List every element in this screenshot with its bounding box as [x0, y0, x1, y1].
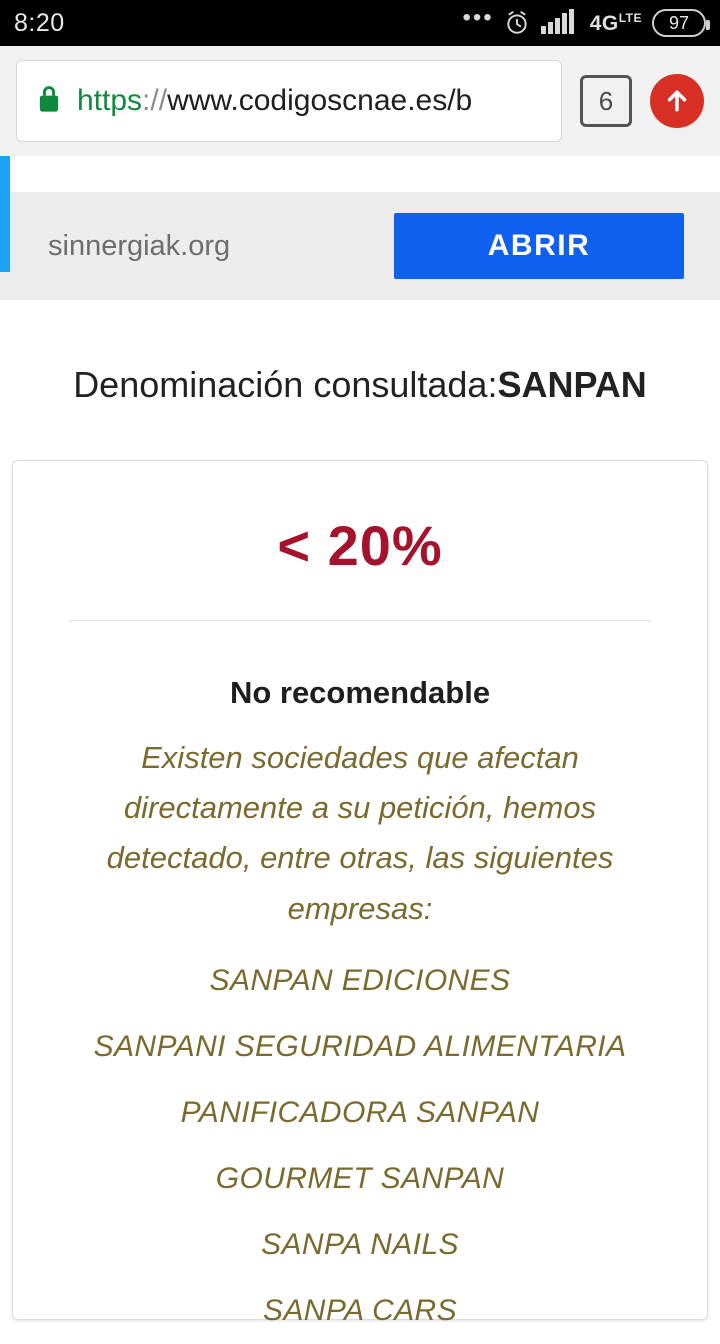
arrow-up-circle-icon[interactable] — [650, 74, 704, 128]
browser-toolbar — [0, 46, 720, 156]
url-scheme: https — [77, 84, 143, 117]
explanation-text: Existen sociedades que afectan directamente a su petición, hemos detectado, entre otras, las siguientes empresas: — [106, 740, 614, 926]
status-icons — [462, 4, 706, 39]
alarm-clock-icon — [504, 10, 530, 36]
open-app-button[interactable]: ABRIR — [394, 213, 684, 279]
signal-bars-icon — [540, 8, 580, 39]
tab-count-label: 6 — [598, 85, 614, 116]
lock-icon — [35, 83, 63, 120]
query-value: SANPAN — [497, 364, 647, 405]
list-item: SANPA CARS — [262, 1293, 458, 1327]
list-item: SANPA NAILS — [261, 1227, 459, 1261]
result-card — [12, 460, 708, 1327]
network-type-label — [590, 11, 642, 36]
list-item: SANPAN EDICIONES — [209, 963, 511, 997]
battery-level-text: 97 — [668, 12, 690, 33]
verdict-label: No recomendable — [229, 675, 491, 710]
network-type-text: 4G — [589, 11, 619, 35]
status-time: 8:20 — [14, 8, 65, 37]
status-bar — [0, 0, 720, 46]
smartbanner-site-label: sinnergiak.org — [48, 229, 231, 262]
url-bar[interactable] — [16, 60, 562, 142]
smart-app-banner — [0, 192, 720, 300]
tab-counter-button[interactable] — [580, 75, 632, 127]
more-dots-icon: ••• — [462, 4, 494, 31]
company-list — [13, 934, 707, 1344]
query-label: Denominación consultada: — [73, 364, 498, 405]
list-item: PANIFICADORA SANPAN — [180, 1095, 540, 1129]
probability-percent: < 20% — [277, 514, 443, 577]
query-heading — [0, 300, 720, 460]
page-left-accent-bar — [0, 156, 10, 272]
url-text — [77, 84, 472, 118]
list-item: GOURMET SANPAN — [215, 1161, 505, 1195]
url-host: www.codigoscnae.es/b — [167, 84, 473, 117]
page-top-spacer — [0, 156, 720, 192]
list-item: SANPANI SEGURIDAD ALIMENTARIA — [93, 1029, 627, 1063]
web-page-content — [0, 156, 720, 1327]
battery-indicator — [652, 9, 706, 37]
network-sub-text: LTE — [618, 10, 642, 25]
url-separator: :// — [142, 84, 168, 117]
